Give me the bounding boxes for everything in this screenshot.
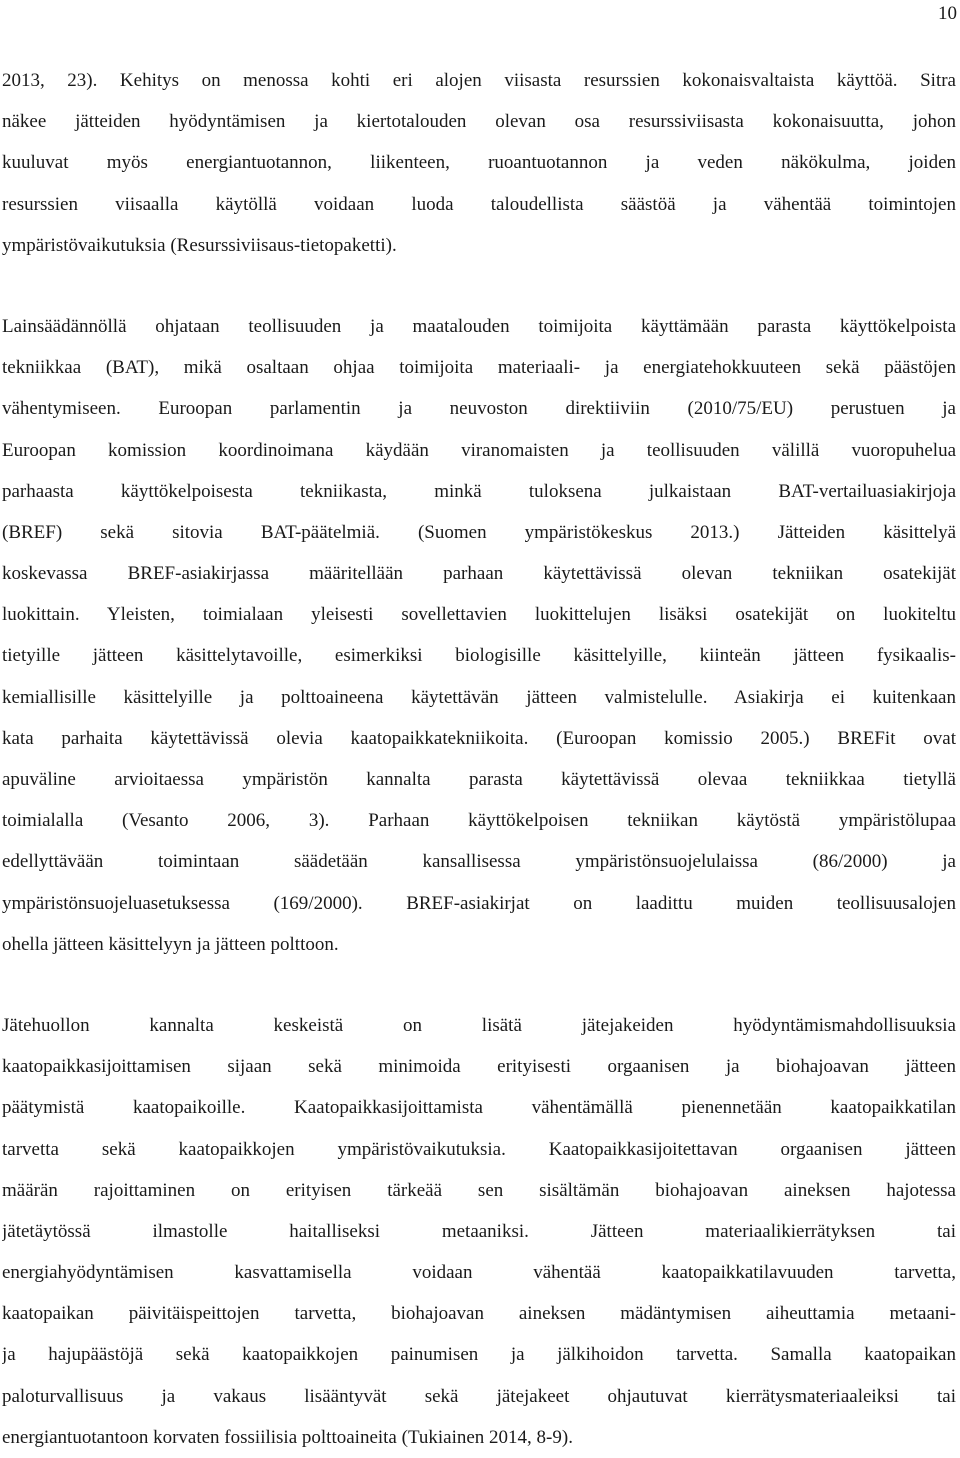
text-line: resurssien viisaalla käytöllä voidaan luoda taloudellista säästöä ja vähentää toimintojen [2,193,956,215]
text-line: määrän rajoittaminen on erityisen tärkeää sen sisältämän biohajoavan aineksen hajotessa [2,1179,956,1201]
text-line: Lainsäädännöllä ohjataan teollisuuden ja maatalouden toimijoita käyttämään parasta käyttökelpoista [2,315,956,337]
text-line: Jätehuollon kannalta keskeistä on lisätä jätejakeiden hyödyntämismahdollisuuksia [2,1014,956,1036]
paragraph-bat-legislation [2,306,956,965]
text-line: parhaasta käyttökelpoisesta tekniikasta, minkä tuloksena julkaistaan BAT-vertailuasiakirjoja [2,480,956,502]
text-line: energiahyödyntämisen kasvattamisella voidaan vähentää kaatopaikkatilavuuden tarvetta, [2,1262,956,1284]
text-line: ohella jätteen käsittelyyn ja jätteen polttoon. [2,933,339,955]
document-body [2,60,956,1458]
text-line: näkee jätteiden hyödyntämisen ja kiertotalouden olevan osa resurssiviisasta kokonaisuutta, johon [2,111,956,133]
text-line: ja hajupäästöjä sekä kaatopaikkojen painumisen ja jälkihoidon tarvetta. Samalla kaatopaikan [2,1344,956,1366]
text-line: edellyttävään toimintaan säädetään kansallisessa ympäristönsuojelulaissa (86/2000) ja [2,851,956,873]
paragraph-waste-management [2,1005,956,1458]
paragraph-spacer [2,965,956,1005]
text-line: kuuluvat myös energiantuotannon, liikenteen, ruoantuotannon ja veden näkökulma, joiden [2,152,956,174]
paragraph-spacer [2,266,956,306]
text-line: 2013, 23). Kehitys on menossa kohti eri alojen viisasta resurssien kokonaisvaltaista käyttöä. Sitra [2,70,956,91]
text-line: apuväline arvioitaessa ympäristön kannalta parasta käytettävissä olevaa tekniikkaa tietyllä [2,769,956,790]
text-line: tarvetta sekä kaatopaikkojen ympäristövaikutuksia. Kaatopaikkasijoitettavan orgaanisen jätteen [2,1138,956,1160]
text-line: vähentymiseen. Euroopan parlamentin ja neuvoston direktiiviin (2010/75/EU) perustuen ja [2,398,956,420]
text-line: ympäristönsuojeluasetuksessa (169/2000). BREF-asiakirjat on laadittu muiden teollisuusalojen [2,892,956,914]
text-line: kata parhaita käytettävissä olevia kaatopaikkatekniikoita. (Euroopan komissio 2005.) BREFit ovat [2,727,956,749]
text-line: kaatopaikkasijoittamisen sijaan sekä minimoida erityisesti orgaanisen ja biohajoavan jätteen [2,1056,956,1078]
text-line: kaatopaikan päivitäispeittojen tarvetta, biohajoavan aineksen mädäntymisen aiheuttamia metaani- [2,1303,956,1325]
text-line: tekniikkaa (BAT), mikä osaltaan ohjaa toimijoita materiaali- ja energiatehokkuuteen sekä päästöjen [2,357,956,379]
text-line: jätetäytössä ilmastolle haitalliseksi metaaniksi. Jätteen materiaalikierrätyksen tai [2,1220,956,1242]
text-line: toimialalla (Vesanto 2006, 3). Parhaan käyttökelpoisen tekniikan käytöstä ympäristölupaa [2,810,956,832]
text-line: paloturvallisuus ja vakaus lisääntyvät sekä jätejakeet ohjautuvat kierrätysmateriaaleiksi tai [2,1385,956,1407]
page-number: 10 [938,3,957,24]
text-line: tietyille jätteen käsittelytavoille, esimerkiksi biologisille käsittelyille, kiinteän jätteen fysikaalis- [2,645,956,667]
text-line: kemiallisille käsittelyille ja polttoaineena käytettävän jätteen valmistelulle. Asiakirja ei kuitenkaan [2,686,956,708]
paragraph-resource-wisdom [2,60,956,266]
text-line: päätymistä kaatopaikoille. Kaatopaikkasijoittamista vähentämällä pienennetään kaatopaikkatilan [2,1097,956,1119]
text-line: ympäristövaikutuksia (Resurssiviisaus-tietopaketti). [2,234,397,256]
text-line: luokittain. Yleisten, toimialaan yleisesti sovellettavien luokittelujen lisäksi osatekijät on luokiteltu [2,604,956,626]
text-line: Euroopan komission koordinoimana käydään viranomaisten ja teollisuuden välillä vuoropuhelua [2,439,956,461]
text-line: energiantuotantoon korvaten fossiilisia polttoaineita (Tukiainen 2014, 8-9). [2,1426,573,1448]
text-line: koskevassa BREF-asiakirjassa määritellään parhaan käytettävissä olevan tekniikan osatekijät [2,563,956,585]
text-line: (BREF) sekä sitovia BAT-päätelmiä. (Suomen ympäristökeskus 2013.) Jätteiden käsittelyä [2,521,956,543]
